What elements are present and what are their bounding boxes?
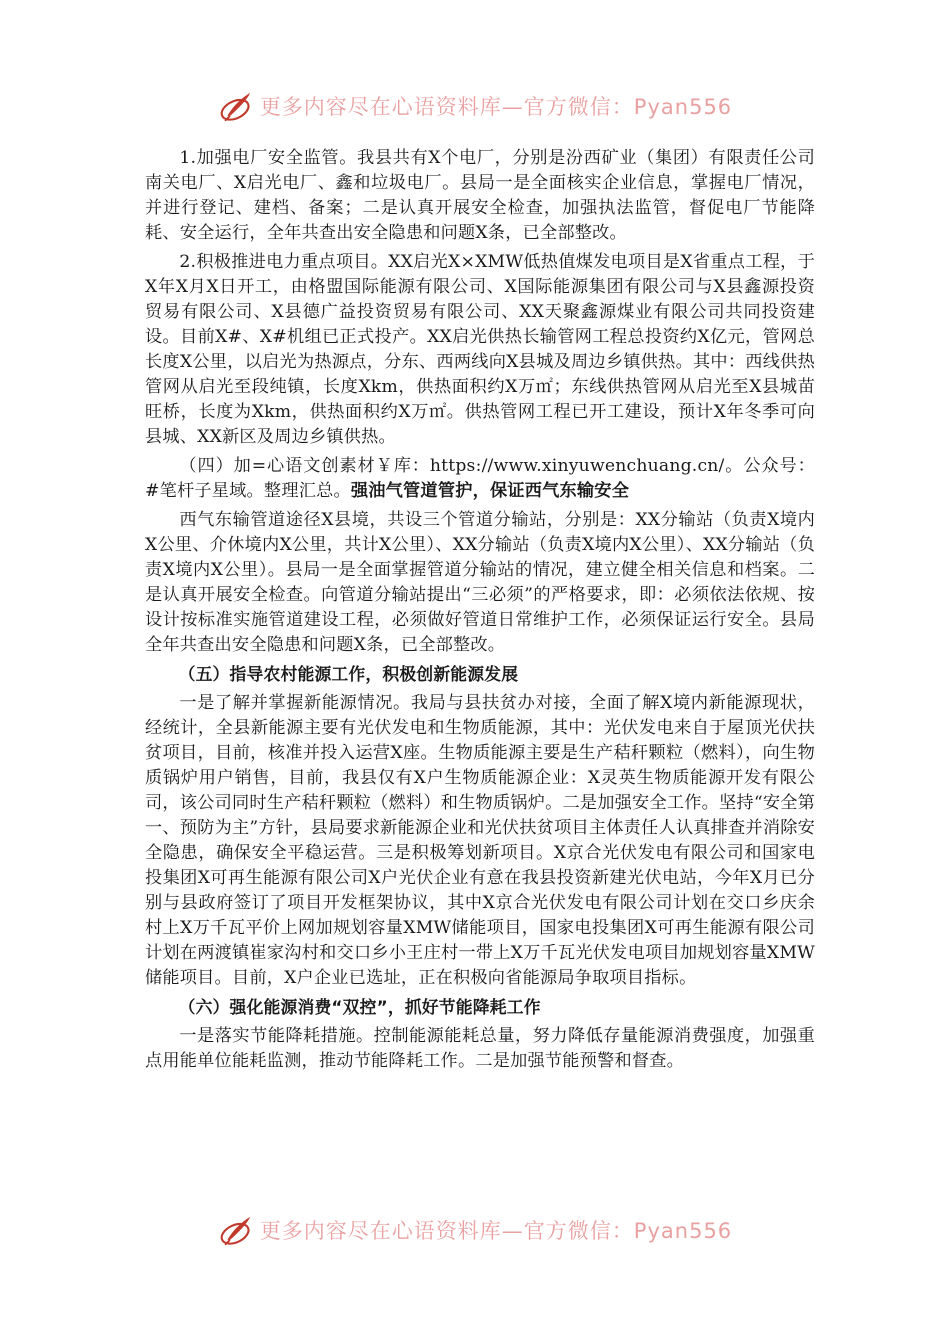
section-4-title: 强油气管道管护，保证西气东输安全: [350, 481, 630, 501]
watermark-text: 更多内容尽在心语资料库—官方微信：Pyan556: [259, 1219, 733, 1243]
header-watermark: [0, 84, 950, 128]
quill-pen-icon: [218, 87, 256, 125]
paragraph-gas-pipeline: 西气东输管道途径X县境，共设三个管道分输站，分别是：XX分输站（负责X境内X公里、介休境内X公里，共计X公里）、XX分输站（负责X境内X公里）、XX分输站（负责X境内X公里）。县局一是全面掌握管道分输站的情况，建立健全相关信息和档案。二是认真开展安全检查。向管道分输站提出“三必须”的严格要求，即：必须依法依规、按设计按标准实施管道建设工程，必须做好管道日常维护工作，必须保证运行安全。县局全年共查出安全隐患和问题X条，已全部整改。: [145, 510, 815, 655]
section-5-heading: （五）指导农村能源工作，积极创新能源发展: [178, 664, 519, 684]
paragraph-energy-saving: 一是落实节能降耗措施。控制能源能耗总量，努力降低存量能源消费强度，加强重点用能单位能耗监测，推动节能降耗工作。二是加强节能预警和督查。: [145, 1026, 815, 1071]
section-4-prefix: （四）加=心语文创素材￥库：https://www.xinyuwenchuang.cn/。公众号：#笔杆子星域。整理汇总。: [145, 456, 815, 501]
document-body: [145, 146, 815, 1078]
paragraph-power-plant-safety: 1.加强电厂安全监管。我县共有X个电厂，分别是汾西矿业（集团）有限责任公司南关电厂、X启光电厂、鑫和垃圾电厂。县局一是全面核实企业信息，掌握电厂情况，并进行登记、建档、备案；二是认真开展安全检查，加强执法监管，督促电厂节能降耗、安全运行，全年共查出安全隐患和问题X条，已全部整改。: [145, 148, 815, 243]
footer-watermark: [0, 1208, 950, 1252]
paragraph-section-4-heading: [145, 454, 815, 504]
quill-pen-icon: [218, 1211, 256, 1249]
paragraph-rural-new-energy: 一是了解并掌握新能源情况。我局与县扶贫办对接，全面了解X境内新能源现状，经统计，全县新能源主要有光伏发电和生物质能源，其中：光伏发电来自于屋顶光伏扶贫项目，目前，核准并投入运营X座。生物质能源主要是生产秸秆颗粒（燃料），向生物质锅炉用户销售，目前，我县仅有X户生物质能源企业：X灵英生物质能源开发有限公司，该公司同时生产秸秆颗粒（燃料）和生物质锅炉。二是加强安全工作。坚持“安全第一、预防为主”方针，县局要求新能源企业和光伏扶贫项目主体责任人认真排查并消除安全隐患，确保安全平稳运营。三是积极筹划新项目。X京合光伏发电有限公司和国家电投集团X可再生能源有限公司X户光伏企业有意在我县投资新建光伏电站，今年X月已分别与县政府签订了项目开发框架协议，其中X京合光伏发电有限公司计划在交口乡庆余村上X万千瓦平价上网加规划容量XMW储能项目，国家电投集团X可再生能源有限公司计划在两渡镇崔家沟村和交口乡小王庄村一带上X万千瓦光伏发电项目加规划容量XMW储能项目。目前，X户企业已选址，正在积极向省能源局争取项目指标。: [145, 693, 815, 988]
section-6-heading: （六）强化能源消费“双控”，抓好节能降耗工作: [178, 997, 541, 1017]
watermark-text: 更多内容尽在心语资料库—官方微信：Pyan556: [259, 95, 733, 119]
paragraph-power-key-projects: 2.积极推进电力重点项目。XX启光X×XMW低热值煤发电项目是X省重点工程，于X年X月X日开工，由格盟国际能源有限公司、X国际能源集团有限公司与X县鑫源投资贸易有限公司、X县德广益投资贸易有限公司、XX天聚鑫源煤业有限公司共同投资建设。目前X#、X#机组已正式投产。XX启光供热长输管网工程总投资约X亿元，管网总长度X公里，以启光为热源点，分东、西两线向X县城及周边乡镇供热。其中：西线供热管网从启光至段纯镇，长度Xkm，供热面积约X万㎡；东线供热管网从启光至X县城苗旺桥，长度为Xkm，供热面积约X万㎡。供热管网工程已开工建设，预计X年冬季可向县城、XX新区及周边乡镇供热。: [145, 252, 815, 447]
